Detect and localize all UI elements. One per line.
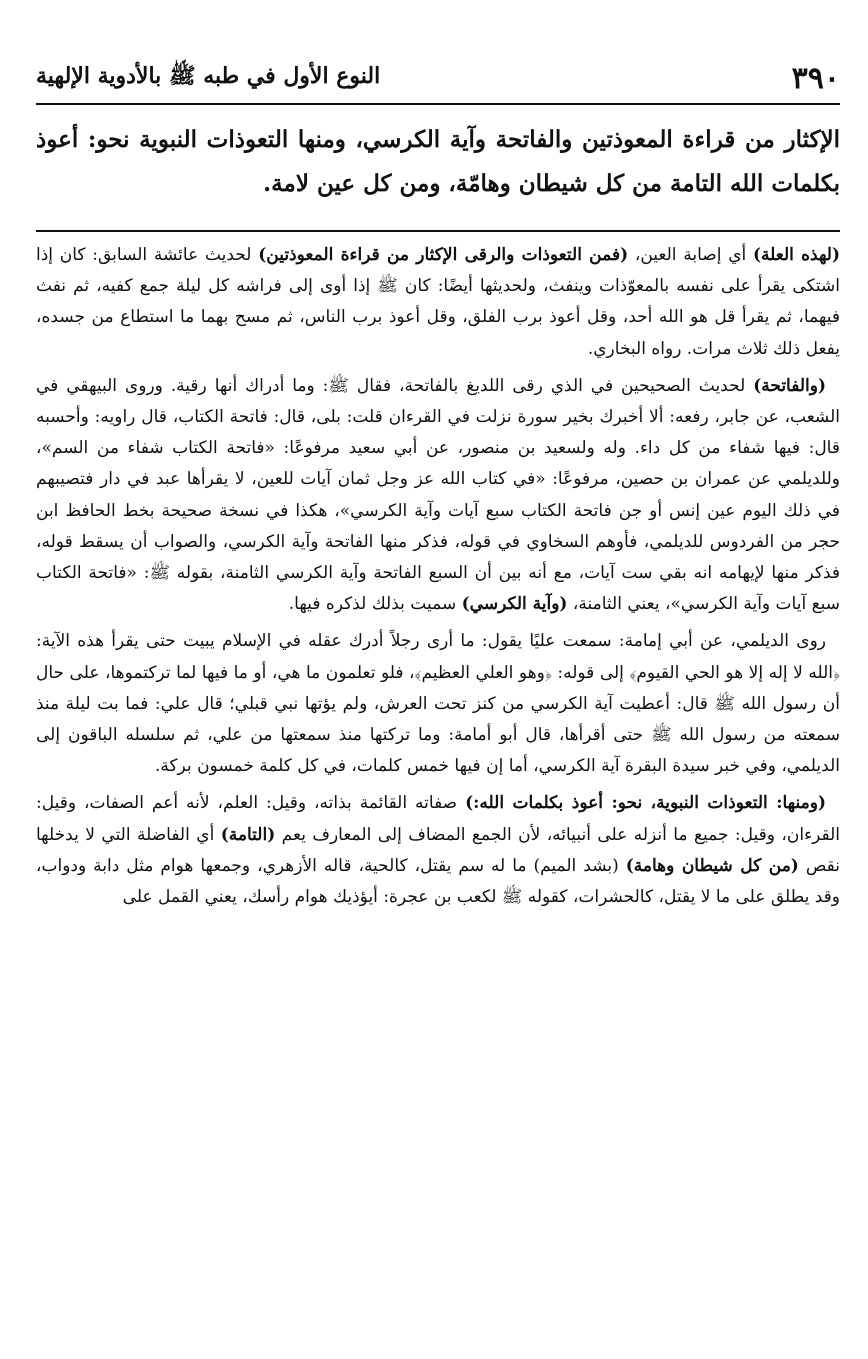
running-title: النوع الأول في طبه ﷺ بالأدوية الإلهية [36,63,381,89]
lemma: (فمن التعوذات والرقى الإكثار من قراءة المعوذتين) [258,245,629,265]
commentary-text: لحديث الصحيحين في الذي رقى اللديغ بالفاتحة، فقال ﷺ: وما أدراك أنها رقية. وروى البيهقي في الشعب، عن جابر، رفعه: ألا أخبرك بخير سورة نزلت في القرءان قلت: بلى، قال: فاتحة الكتاب، قال راويه: وأحسبه قال: فيها شفاء من كل داء. وله ولسعيد بن منصور، عن أبي سعيد مرفوعًا: «فاتحة الكتاب شفاء من السم»، وللديلمي عن عمران بن حصين، مرفوعًا: «في كتاب الله عز وجل ثمان آيات للعين، لا يقرأها عبد في دار فتصيبهم في ذلك اليوم عين إنس أو جن فاتحة الكتاب سبع آيات وآية الكرسي»، هكذا في نسخة صحيحة بخط الحافظ ابن حجر من الفردوس للديلمي، فأوهم السخاوي في قوله، فذكر منها الفاتحة وآية الكرسي، والصواب أن يسقط قوله، فذكر منها لإيهامه انه بقي ست آيات، مع أنه بين أن السبع الفاتحة وآية الكرسي الثامنة، بقوله ﷺ: «فاتحة الكتاب سبع آيات وآية الكرسي»، يعني الثامنة، [36,375,840,615]
header-rule [36,103,840,105]
commentary-text: لحديث عائشة السابق: كان إذا اشتكى يقرأ على نفسه بالمعوّذات وينفث، ولحديثها أيضًا: كان ﷺ إذا أوى إلى فراشه كل ليلة جمع كفيه، ثم نفث فيهما، ثم يقرأ قل هو الله أحد، وقل أعوذ برب الفلق، وقل أعوذ برب الناس، ثم مسح بهما ما استطاع من جسده، يفعل ذلك ثلاث مرات. رواه البخاري. [36,245,840,359]
commentary-text: أي إصابة العين، [628,245,753,265]
commentary-text: سميت بذلك لذكره فيها. [288,594,462,615]
page-number: ٣٩٠ [791,60,840,96]
commentary-paragraph-2 [36,371,840,621]
lemma: (والفاتحة) [753,375,826,396]
section-divider [36,230,840,232]
commentary-paragraph-4 [36,788,840,913]
commentary [36,240,840,919]
page-header [36,54,840,102]
commentary-text: صفاته القائمة بذاته، وقيل: العلم، لأنه أعم الصفات، وقيل: القرءان، وقيل: جميع ما أنزله على أنبيائه، لأن الجمع المضاف إلى المعارف يعم [36,793,840,845]
commentary-paragraph-1 [36,240,840,365]
main-text: الإكثار من قراءة المعوذتين والفاتحة وآية الكرسي، ومنها التعوذات النبوية نحو: أعوذ بكلمات الله التامة من كل شيطان وهامّة، ومن كل عين لامة. [36,126,840,197]
commentary-text: أي الفاضلة التي لا يدخلها نقص [36,824,840,876]
lemma: (ومنها: التعوذات النبوية، نحو: أعوذ بكلمات الله:) [465,793,826,814]
commentary-text: (بشد الميم) ما له سم يقتل، كالحية، قاله الأزهري، وجمعها هوام مثل دابة ودواب، وقد يطلق على ما لا يقتل، كالحشرات، كقوله ﷺ لكعب بن عجرة: أيؤذيك هوام رأسك، يعني القمل على [36,855,840,908]
lemma: (لهذه العلة) [752,245,841,265]
commentary-paragraph-3: روى الديلمي، عن أبي إمامة: سمعت عليًا يقول: ما أرى رجلاً أدرك عقله في الإسلام يبيت حتى يقرأ هذه الآية: ﴿الله لا إله إلا هو الحي القيوم﴾ إلى قوله: ﴿وهو العلي العظيم﴾، فلو تعلمون ما هي، أو ما فيها لما تركتموها، على حال أن رسول الله ﷺ قال: أعطيت آية الكرسي من كنز تحت العرش، ولم يؤتها نبي قبلي؛ قال علي: فما بت ليلة منذ سمعته من رسول الله ﷺ حتى أقرأها، قال أبو أمامة: وما تركتها منذ سمعتها من علي، ثم سلسله الباقون إلى الديلمي، وفي خبر سيدة البقرة آية الكرسي، أما إن فيها خمس كلمات، في كل كلمة خمسون بركة. [36,631,840,777]
lemma: (من كل شيطان وهامة) [625,855,799,876]
lemma: (التامة) [220,824,276,845]
lemma: (وآية الكرسي) [461,594,568,615]
